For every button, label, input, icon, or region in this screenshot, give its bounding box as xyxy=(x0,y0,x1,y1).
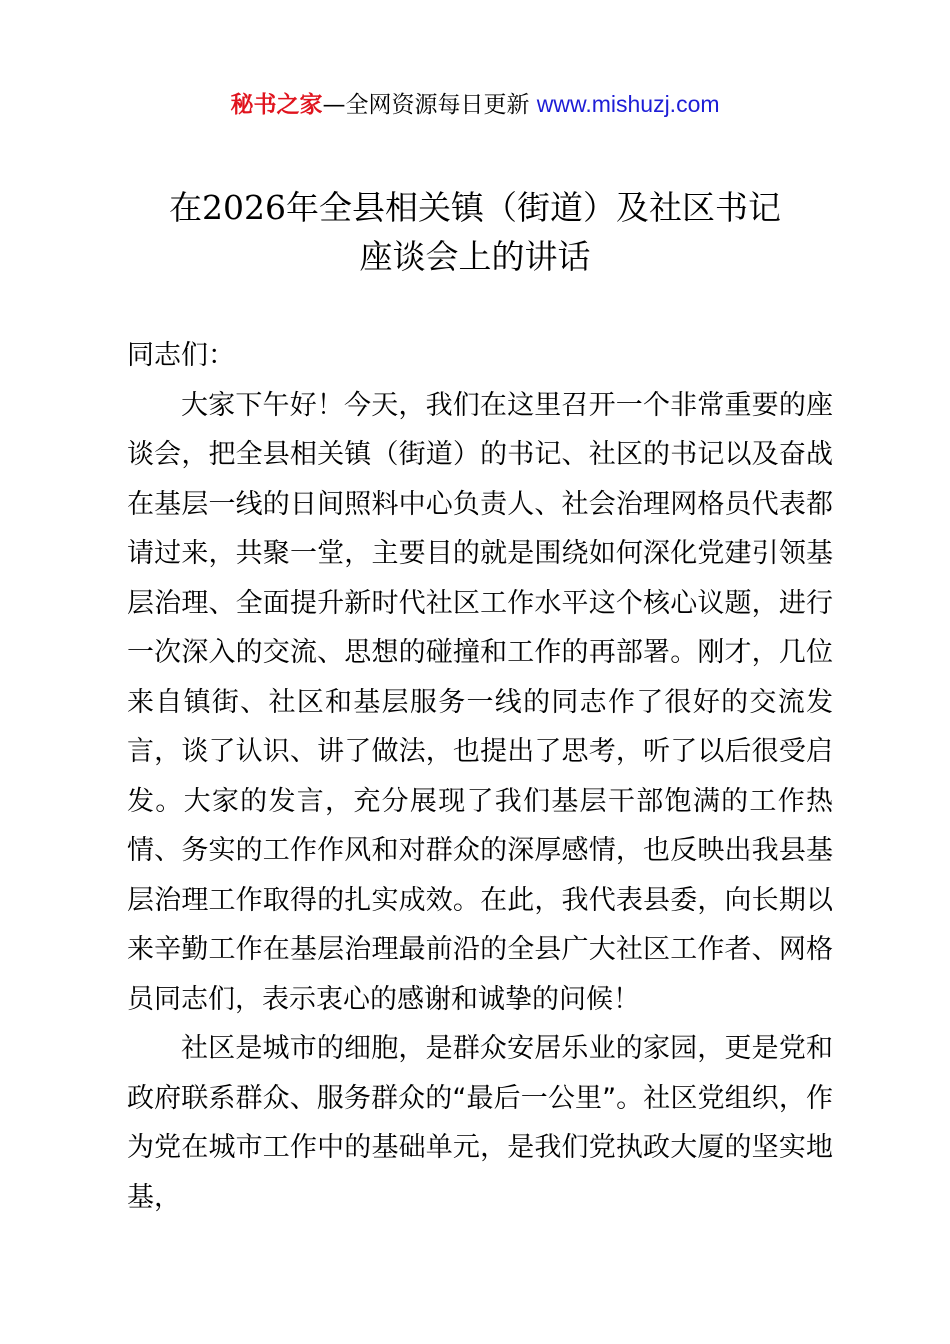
brand-name: 秘书之家 xyxy=(230,92,323,118)
document-title xyxy=(100,183,850,281)
title-line-2: 座谈会上的讲话 xyxy=(359,237,591,276)
site-header xyxy=(0,88,950,121)
paragraph-2: 社区是城市的细胞，是群众安居乐业的家园，更是党和政府联系群众、服务群众的“最后一公里”。社区党组织，作为党在城市工作中的基础单元，是我们党执政大厦的坚实地基， xyxy=(127,1033,833,1213)
title-line-1: 在2026年全县相关镇（街道）及社区书记 xyxy=(169,188,781,227)
document-body xyxy=(127,331,833,1222)
paragraph-1: 大家下午好！今天，我们在这里召开一个非常重要的座谈会，把全县相关镇（街道）的书记、社区的书记以及奋战在基层一线的日间照料中心负责人、社会治理网格员代表都请过来，共聚一堂，主要目的就是围绕如何深化党建引领基层治理、全面提升新时代社区工作水平这个核心议题，进行一次深入的交流、思想的碰撞和工作的再部署。刚才，几位来自镇街、社区和基层服务一线的同志作了很好的交流发言，谈了认识、讲了做法，也提出了思考，听了以后很受启发。大家的发言，充分展现了我们基层干部饱满的工作热情、务实的工作作风和对群众的深厚感情，也反映出我县基层治理工作取得的扎实成效。在此，我代表县委，向长期以来辛勤工作在基层治理最前沿的全县广大社区工作者、网格员同志们，表示衷心的感谢和诚挚的问候！ xyxy=(127,389,833,1015)
header-slogan: —全网资源每日更新 xyxy=(322,92,530,118)
site-url-link[interactable]: www.mishuzj.com xyxy=(536,91,720,117)
salutation: 同志们： xyxy=(127,340,235,371)
